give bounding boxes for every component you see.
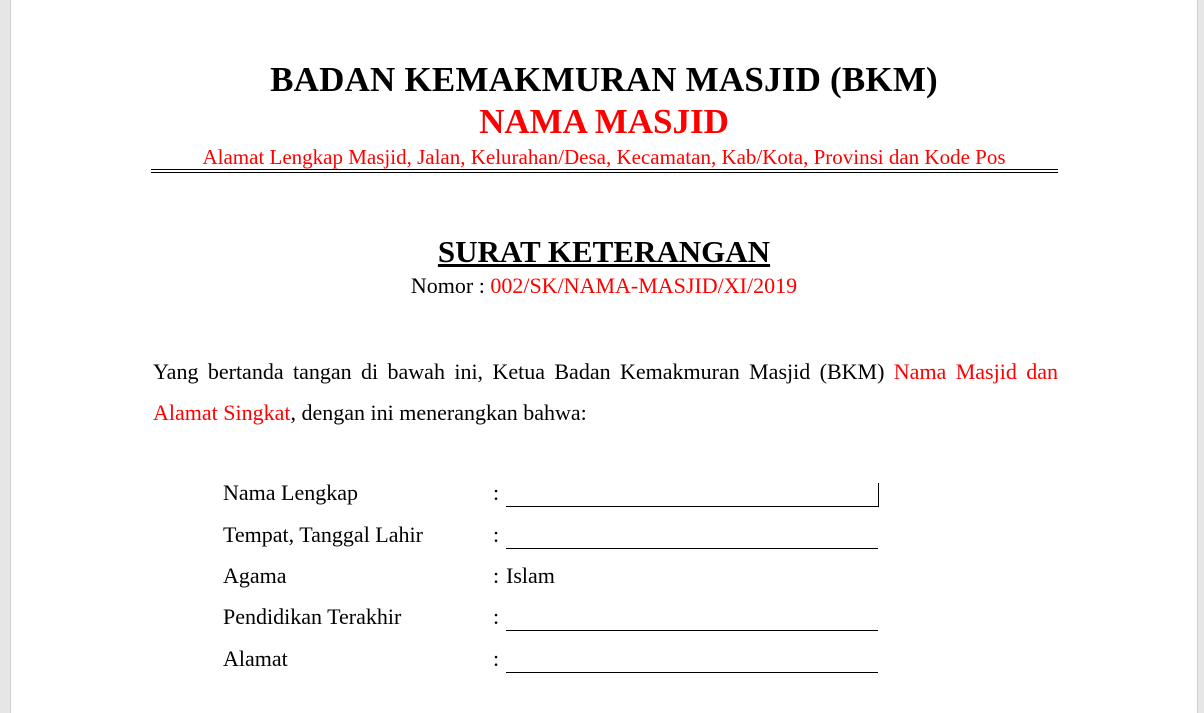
- document-page[interactable]: [10, 0, 1198, 713]
- field-colon: :: [493, 563, 500, 588]
- field-tempat-tanggal-lahir: [223, 522, 903, 552]
- field-label: Pendidikan Terakhir: [223, 604, 402, 629]
- field-pendidikan-terakhir: [223, 604, 903, 634]
- field-alamat: [223, 646, 903, 676]
- field-blank-line[interactable]: [506, 672, 878, 673]
- document-title: SURAT KETERANGAN: [437, 234, 771, 269]
- field-colon: :: [493, 480, 500, 505]
- field-label: Agama: [223, 563, 287, 588]
- field-value: Islam: [506, 563, 555, 588]
- number-label: Nomor :: [410, 273, 485, 298]
- document-number: [11, 273, 1197, 299]
- field-agama: [223, 563, 903, 593]
- mosque-address: Alamat Lengkap Masjid, Jalan, Kelurahan/Desa, Kecamatan, Kab/Kota, Provinsi dan Kode Pos: [202, 145, 1006, 169]
- mosque-name: NAMA MASJID: [479, 102, 729, 141]
- field-label: Tempat, Tanggal Lahir: [223, 522, 423, 547]
- field-colon: :: [493, 646, 500, 671]
- letterhead-double-rule: [151, 169, 1058, 173]
- field-colon: :: [493, 604, 500, 629]
- intro-text-after: , dengan ini menerangkan bahwa:: [290, 400, 587, 425]
- field-blank-line[interactable]: [506, 548, 878, 549]
- org-title: BADAN KEMAKMURAN MASJID (BKM): [270, 60, 938, 99]
- intro-highlight: Nama Masjid dan Alamat Singkat: [153, 359, 1058, 425]
- field-label: Nama Lengkap: [223, 480, 358, 505]
- intro-paragraph: [153, 351, 1058, 433]
- number-value: 002/SK/NAMA-MASJID/XI/2019: [490, 273, 798, 298]
- field-colon: :: [493, 522, 500, 547]
- field-blank-line[interactable]: [506, 630, 878, 631]
- field-nama-lengkap: [223, 480, 903, 510]
- field-label: Alamat: [223, 646, 288, 671]
- text-cursor: [878, 483, 879, 507]
- field-blank-line[interactable]: [506, 506, 878, 507]
- intro-text-before: Yang bertanda tangan di bawah ini, Ketua Badan Kemakmuran Masjid (BKM): [153, 359, 894, 384]
